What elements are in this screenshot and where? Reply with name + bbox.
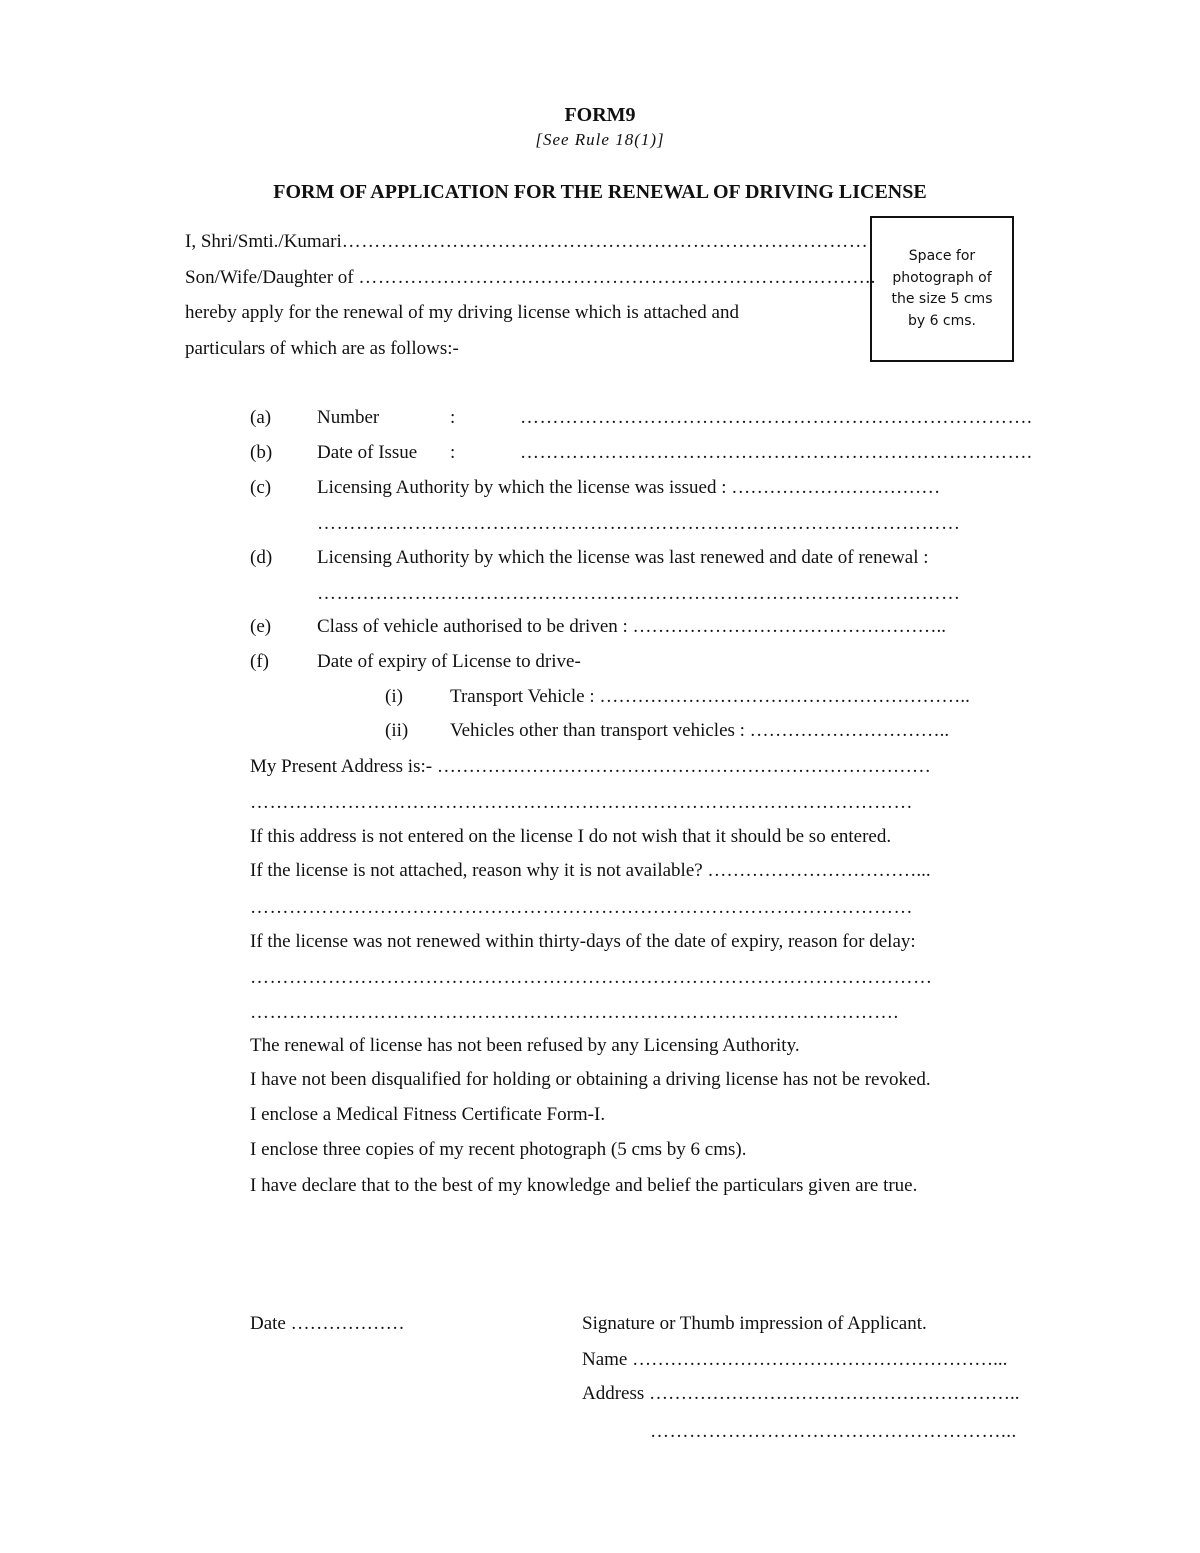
page-title: FORM OF APPLICATION FOR THE RENEWAL OF DRIVING LICENSE [273, 181, 927, 203]
photograph-placeholder-text: Space for photograph of the size 5 cms by 6 cms. [891, 248, 993, 329]
present-address-field[interactable]: My Present Address is:- …………………………………………………………………… [250, 756, 931, 777]
renewal-authority-field[interactable]: ……………………………………………………………………………………… [317, 583, 961, 604]
applicant-name-footer-field[interactable]: Name …………………………………………………... [582, 1349, 1008, 1370]
vehicle-class-field[interactable]: Class of vehicle authorised to be driven : ………………………………………….. [317, 616, 947, 637]
statement-medical-certificate: I enclose a Medical Fitness Certificate Form-I. [250, 1104, 606, 1125]
applicant-name-label: I, Shri/Smti./Kumari [185, 231, 342, 252]
item-b-label: (b) [250, 442, 273, 463]
statement-photographs: I enclose three copies of my recent photograph (5 cms by 6 cms). [250, 1139, 747, 1160]
relation-label: Son/Wife/Daughter of [185, 267, 359, 288]
signature-label: Signature or Thumb impression of Applicant. [582, 1313, 927, 1334]
item-f-i-label: (i) [385, 686, 403, 707]
item-d-text: Licensing Authority by which the license was last renewed and date of renewal : [317, 547, 929, 568]
item-b-colon: : [450, 442, 456, 463]
statement-not-disqualified: I have not been disqualified for holding or obtaining a driving license has not be revoked. [250, 1069, 931, 1090]
relation-line [185, 268, 876, 287]
applicant-name-field[interactable]: ……………………………………………………………………… [341, 231, 869, 252]
item-e-label: (e) [250, 616, 272, 637]
delay-reason-field[interactable]: …………………………………………………………………………………………… [250, 967, 933, 988]
license-not-attached-reason-continued[interactable]: ………………………………………………………………………………………… [250, 897, 913, 918]
applicant-name-line [185, 232, 868, 251]
intro-text-line-2: particulars of which are as follows:- [185, 338, 459, 359]
item-c-label: (c) [250, 477, 272, 498]
form-number: FORM9 [564, 104, 636, 126]
address-not-entered-statement: If this address is not entered on the license I do not wish that it should be so entered. [250, 826, 892, 847]
present-address-field-continued[interactable]: ………………………………………………………………………………………… [250, 792, 913, 813]
issuing-authority-field-continued[interactable]: ……………………………………………………………………………………… [317, 513, 961, 534]
license-not-attached-reason-field[interactable]: If the license is not attached, reason why it is not available? ……………………………... [250, 860, 931, 881]
other-vehicle-expiry-field[interactable]: Vehicles other than transport vehicles : ………………………….. [450, 720, 950, 741]
applicant-address-footer-continued[interactable]: ………………………………………………... [650, 1421, 1017, 1442]
item-b-text: Date of Issue [317, 442, 418, 463]
transport-vehicle-expiry-field[interactable]: Transport Vehicle : ………………………………………………….. [450, 686, 970, 707]
item-f-ii-label: (ii) [385, 720, 409, 741]
applicant-address-footer-field[interactable]: Address ………………………………………………….. [582, 1383, 1020, 1404]
rule-reference: [See Rule 18(1)] [535, 130, 665, 149]
license-number-field[interactable]: ……………………………………………………………………. [520, 407, 1033, 428]
date-of-issue-field[interactable]: ……………………………………………………………………. [520, 442, 1033, 463]
date-field[interactable]: Date ……………… [250, 1313, 405, 1334]
relation-field[interactable]: …………………………………………………………………….. [358, 267, 876, 288]
item-a-text: Number [317, 407, 380, 428]
statement-declaration: I have declare that to the best of my knowledge and belief the particulars given are true. [250, 1175, 918, 1196]
issuing-authority-field[interactable]: Licensing Authority by which the license was issued : …………………………… [317, 477, 941, 498]
item-a-label: (a) [250, 407, 272, 428]
statement-not-refused: The renewal of license has not been refused by any Licensing Authority. [250, 1035, 800, 1056]
item-d-label: (d) [250, 547, 273, 568]
photograph-placeholder [870, 216, 1014, 362]
item-f-text: Date of expiry of License to drive- [317, 651, 581, 672]
delay-reason-field-continued[interactable]: ………………………………………………………………………………………. [250, 1002, 899, 1023]
delay-reason-label: If the license was not renewed within thirty-days of the date of expiry, reason for delay: [250, 931, 916, 952]
intro-text-line-1: hereby apply for the renewal of my driving license which is attached and [185, 302, 739, 323]
item-f-label: (f) [250, 651, 269, 672]
item-a-colon: : [450, 407, 456, 428]
